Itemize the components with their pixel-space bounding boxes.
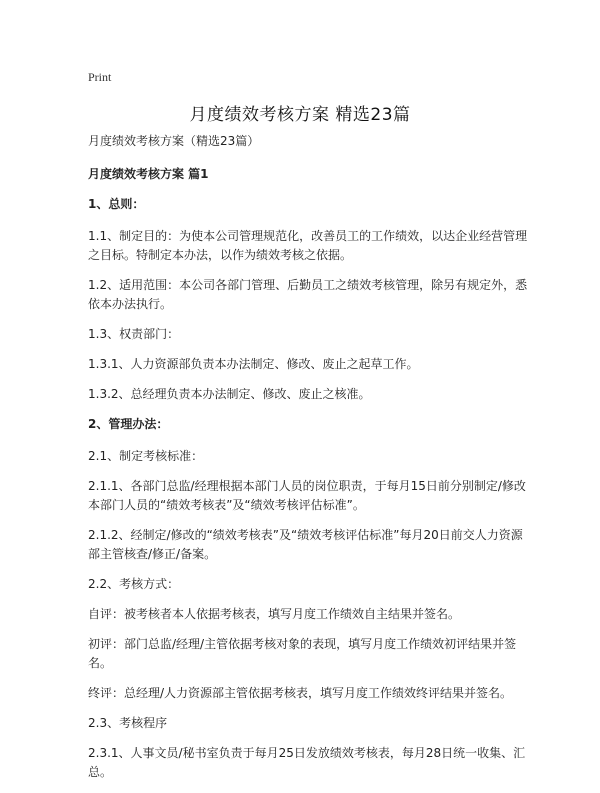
- paragraph-method-heading: 2.2、考核方式：: [88, 577, 180, 591]
- paragraph-procedure-1: 2.3.1、人事文员/秘书室负责于每月25日发放绩效考核表，每月28日统一收集、汇总。: [88, 746, 526, 779]
- paragraph-standards-heading: 2.1、制定考核标准：: [88, 449, 204, 463]
- document-body: [88, 132, 528, 793]
- paragraph-final-review: 终评：总经理/人力资源部主管依据考核表，填写月度工作绩效终评结果并签名。: [88, 686, 513, 700]
- part-heading: 月度绩效考核方案 篇1: [88, 167, 209, 181]
- section-heading-management: 2、管理办法：: [88, 417, 169, 431]
- paragraph-hr-responsibility: 1.3.1、人力资源部负责本办法制定、修改、废止之起草工作。: [88, 357, 419, 371]
- document-subtitle: 月度绩效考核方案（精选23篇）: [88, 134, 260, 148]
- paragraph-gm-responsibility: 1.3.2、总经理负责本办法制定、修改、废止之核准。: [88, 387, 371, 401]
- section-heading-general: 1、总则：: [88, 197, 145, 211]
- paragraph-scope: 1.2、适用范围：本公司各部门管理、后勤员工之绩效考核管理，除另有规定外，悉依本办法执行。: [88, 278, 528, 311]
- paragraph-initial-review: 初评：部门总监/经理/主管依据考核对象的表现，填写月度工作绩效初评结果并签名。: [88, 637, 517, 670]
- paragraph-purpose: 1.1、制定目的：为使本公司管理规范化，改善员工的工作绩效，以达企业经营管理之目标。特制定本办法，以作为绩效考核之依据。: [88, 229, 528, 262]
- paragraph-self-review: 自评：被考核者本人依据考核表，填写月度工作绩效自主结果并签名。: [88, 607, 461, 621]
- paragraph-standards-2: 2.1.2、经制定/修改的“绩效考核表”及“绩效考核评估标准”每月20日前交人力资源部主管核查/修正/备案。: [88, 528, 523, 561]
- document-title: 月度绩效考核方案 精选23篇: [189, 105, 411, 125]
- paragraph-standards-1: 2.1.1、各部门总监/经理根据本部门人员的岗位职责，于每月15日前分别制定/修改本部门人员的“绩效考核表”及“绩效考核评估标准”。: [88, 479, 526, 512]
- paragraph-procedure-heading: 2.3、考核程序: [88, 716, 168, 730]
- paragraph-responsible-dept: 1.3、权责部门：: [88, 327, 180, 341]
- print-label: Print: [88, 70, 112, 84]
